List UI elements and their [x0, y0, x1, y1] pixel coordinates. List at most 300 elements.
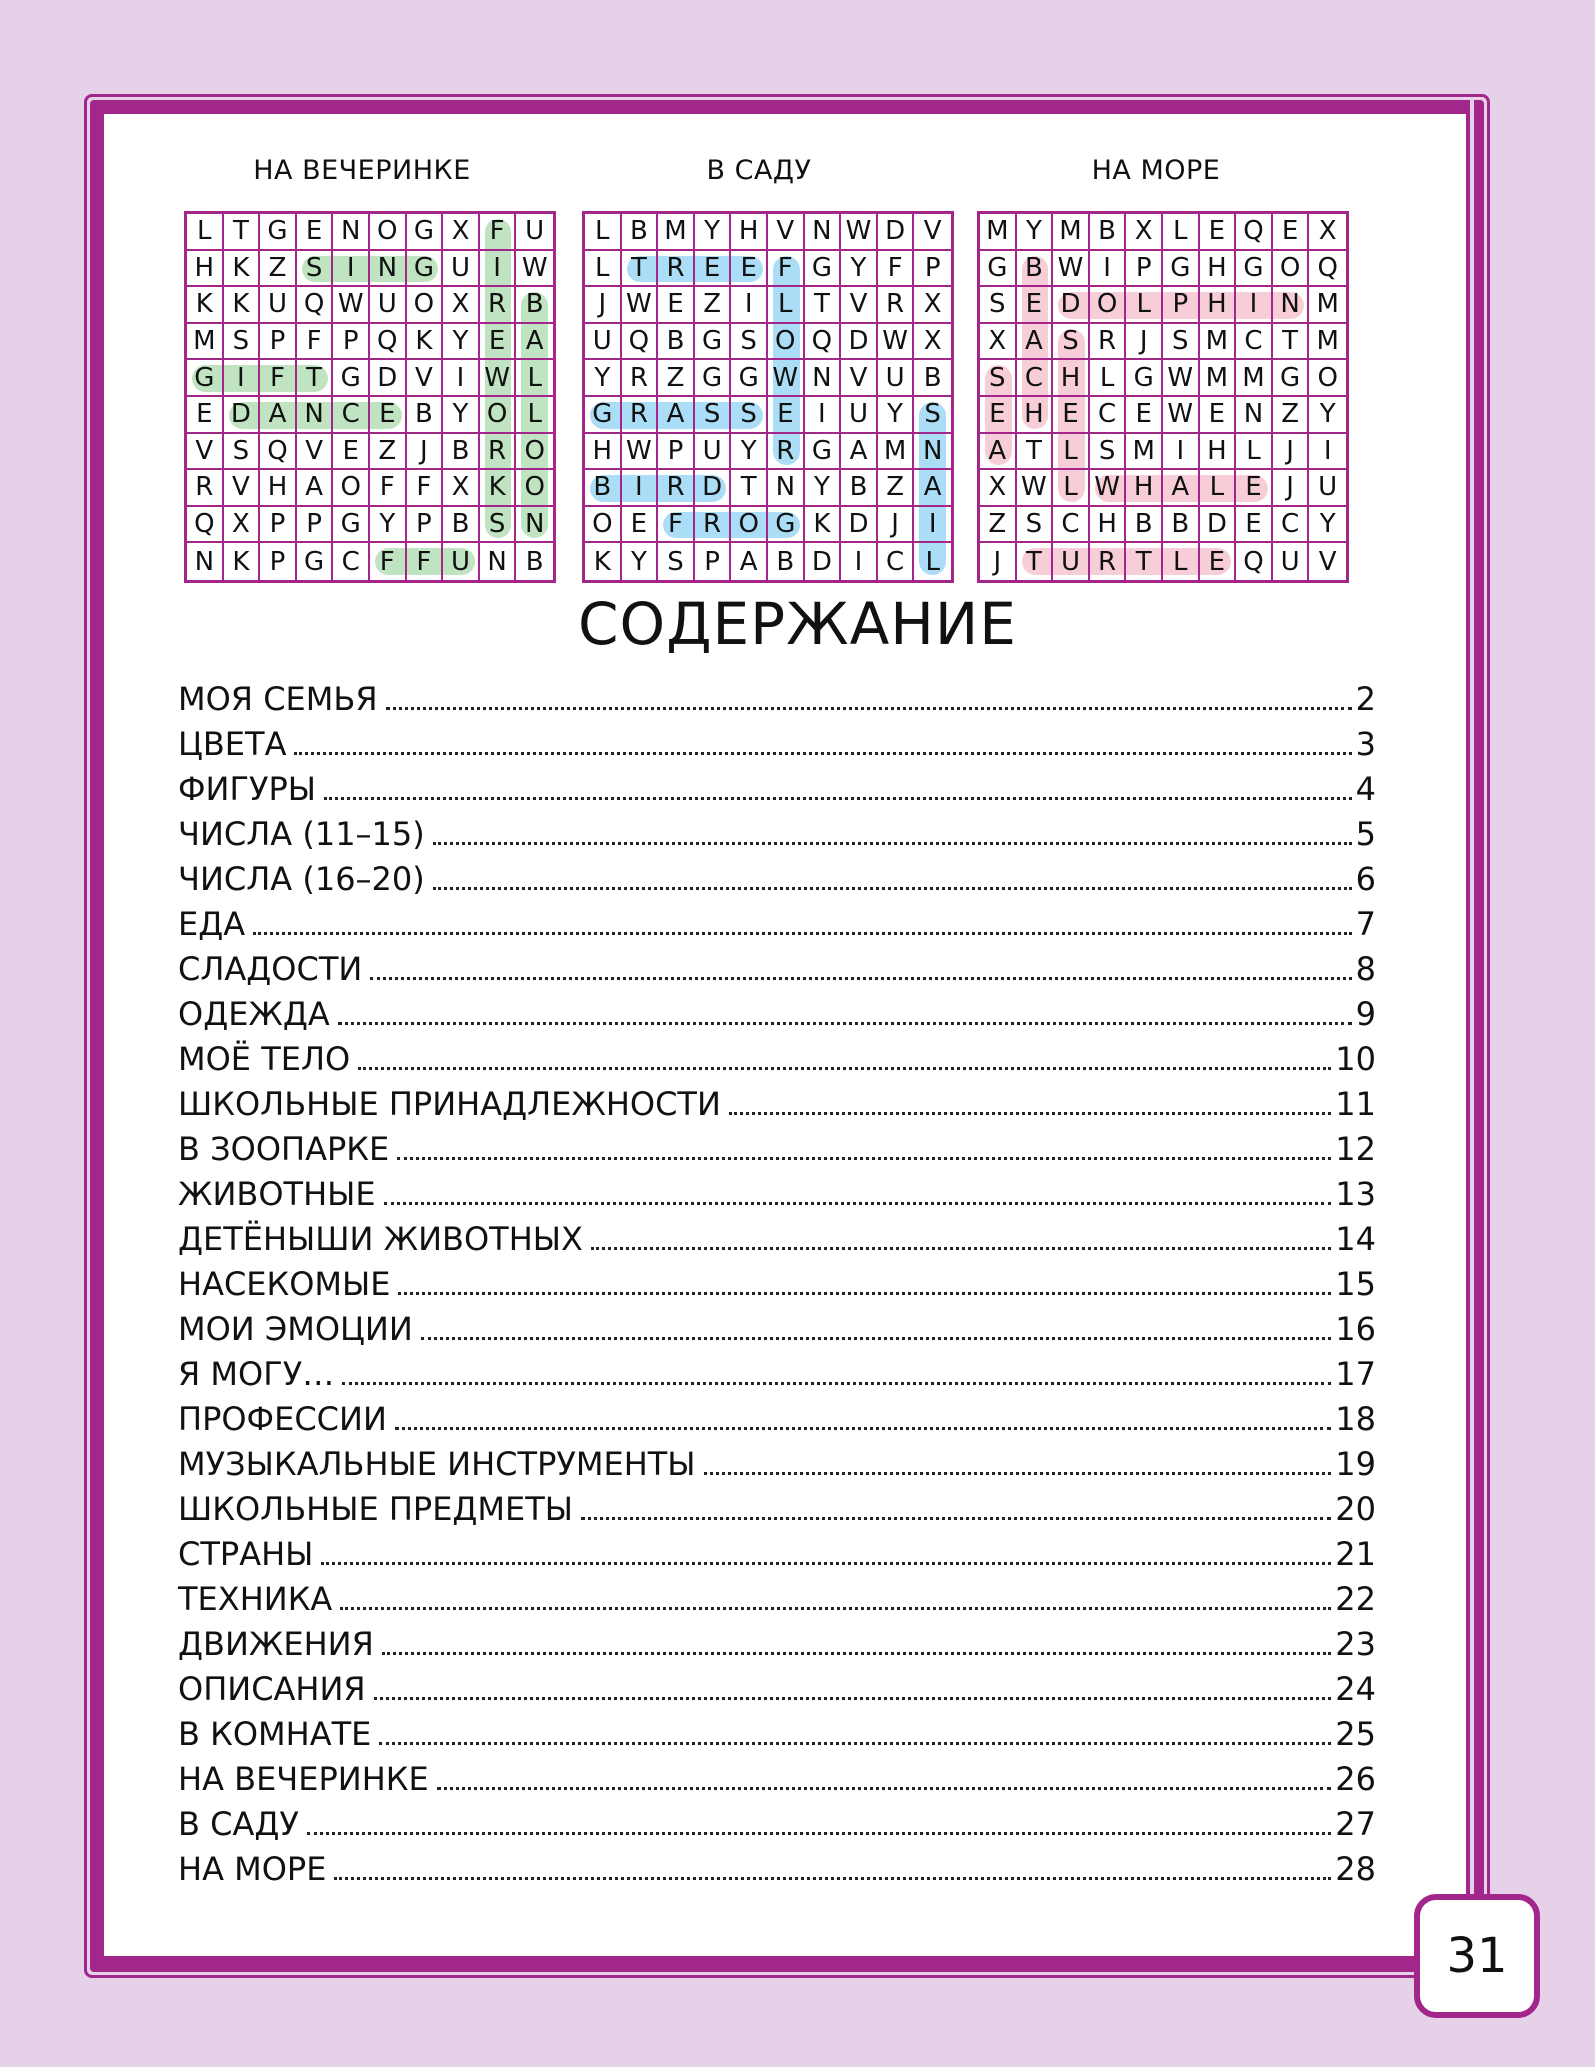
toc-entry — [178, 1085, 1376, 1130]
grid-cell: Q — [187, 507, 224, 544]
grid-cell: I — [622, 470, 659, 507]
grid-cell: F — [768, 251, 805, 288]
grid-cell: V — [407, 360, 444, 397]
grid-cell: P — [1163, 287, 1200, 324]
grid-cell: E — [297, 214, 334, 251]
toc-entry — [178, 1310, 1376, 1355]
grid-cell: D — [1200, 507, 1237, 544]
grid-cell: Q — [260, 434, 297, 471]
toc-entry-page: 12 — [1335, 1130, 1376, 1168]
grid-cell: Q — [805, 324, 842, 361]
grid-cell: I — [480, 251, 517, 288]
grid-cell: S — [1090, 434, 1127, 471]
grid-cell: B — [443, 434, 480, 471]
word-search-grid-garden — [582, 211, 954, 583]
toc-entry-page: 2 — [1355, 680, 1376, 718]
grid-cell: I — [731, 287, 768, 324]
grid-cell: K — [224, 287, 261, 324]
toc-entry-page: 17 — [1335, 1355, 1376, 1393]
grid-cell: H — [1200, 287, 1237, 324]
grid-cell: E — [731, 251, 768, 288]
grid-cell: L — [1126, 287, 1163, 324]
grid-cell: E — [1200, 214, 1237, 251]
grid-cell: B — [407, 397, 444, 434]
grid-cell: L — [925, 546, 940, 577]
grid-cell: O — [407, 287, 444, 324]
grid-cell: C — [878, 543, 915, 580]
grid-cell: X — [443, 287, 480, 324]
toc-entry-page: 23 — [1335, 1625, 1376, 1663]
puzzle-title-garden: В САДУ — [706, 155, 812, 186]
grid-cell: Y — [731, 434, 768, 471]
grid-cell: S — [1017, 507, 1054, 544]
grid-cell: T — [1017, 434, 1054, 471]
grid-cell: P — [695, 543, 732, 580]
grid-cell: D — [841, 507, 878, 544]
grid-cell: U — [585, 324, 622, 361]
grid-cell: R — [658, 251, 695, 288]
toc-entry — [178, 995, 1376, 1040]
page-number-badge — [1414, 1894, 1540, 2018]
grid-cell: Y — [443, 324, 480, 361]
grid-cell: A — [841, 434, 878, 471]
toc-entry — [178, 905, 1376, 950]
grid-cell: U — [841, 397, 878, 434]
toc-dot-leader — [294, 752, 1351, 755]
grid-cell: Q — [1236, 543, 1273, 580]
grid-cell: W — [878, 324, 915, 361]
grid-cell: X — [1126, 214, 1163, 251]
grid-cell: E — [695, 251, 732, 288]
toc-entry-page: 16 — [1335, 1310, 1376, 1348]
grid-cell: Y — [1309, 397, 1346, 434]
toc-entry-page: 28 — [1335, 1850, 1376, 1888]
grid-cell: N — [370, 251, 407, 288]
grid-cell: M — [980, 214, 1017, 251]
grid-cell: D — [841, 324, 878, 361]
toc-entry — [178, 1175, 1376, 1220]
toc-dot-leader — [433, 887, 1352, 890]
toc-dot-leader — [398, 1292, 1331, 1295]
grid-cell: O — [768, 324, 805, 361]
grid-cell: X — [914, 287, 951, 324]
grid-cell: E — [980, 397, 1017, 434]
toc-entry-title: НАСЕКОМЫЕ — [178, 1265, 391, 1303]
grid-cell: S — [224, 324, 261, 361]
toc-entry-page: 5 — [1355, 815, 1376, 853]
toc-dot-leader — [397, 1157, 1331, 1160]
toc-entry-page: 4 — [1355, 770, 1376, 808]
toc-entry-title: МОЁ ТЕЛО — [178, 1040, 351, 1078]
grid-cell: Z — [980, 507, 1017, 544]
grid-cell: E — [768, 397, 805, 434]
toc-entry-page: 15 — [1335, 1265, 1376, 1303]
grid-cell: X — [443, 470, 480, 507]
grid-cell: W — [768, 360, 805, 397]
grid-cell: G — [407, 214, 444, 251]
grid-cell: G — [980, 251, 1017, 288]
grid-cell: W — [1090, 470, 1127, 507]
grid-cell: F — [297, 324, 334, 361]
grid-cell: A — [516, 324, 553, 361]
grid-cell: J — [407, 434, 444, 471]
grid-cell: I — [805, 397, 842, 434]
toc-dot-leader — [433, 842, 1352, 845]
grid-cell: L — [516, 360, 553, 397]
grid-cell: R — [658, 470, 695, 507]
grid-cell: W — [1017, 470, 1054, 507]
grid-cell: E — [1200, 543, 1237, 580]
grid-cell: E — [480, 324, 517, 361]
grid-cell: N — [1273, 287, 1310, 324]
grid-cell: H — [1200, 434, 1237, 471]
grid-cell: N — [333, 214, 370, 251]
toc-entry — [178, 1670, 1376, 1715]
grid-cell: B — [1163, 507, 1200, 544]
grid-cell: G — [1273, 360, 1310, 397]
grid-cell: R — [622, 360, 659, 397]
grid-cell: Z — [658, 360, 695, 397]
grid-cell: Y — [878, 397, 915, 434]
grid-cell: T — [1017, 543, 1054, 580]
toc-entry-page: 27 — [1335, 1805, 1376, 1843]
toc-dot-leader — [324, 797, 1352, 800]
grid-cell: B — [443, 507, 480, 544]
grid-cell: O — [516, 434, 553, 471]
grid-cell: M — [1200, 360, 1237, 397]
toc-dot-leader — [384, 1202, 1332, 1205]
grid-cell: N — [805, 360, 842, 397]
toc-dot-leader — [704, 1472, 1332, 1475]
grid-cell: A — [658, 397, 695, 434]
grid-cell: N — [187, 543, 224, 580]
grid-cell: T — [224, 214, 261, 251]
grid-cell: R — [480, 287, 517, 324]
grid-cell: M — [1236, 360, 1273, 397]
toc-dot-leader — [386, 707, 1352, 710]
grid-cell: S — [980, 360, 1017, 397]
grid-cell: C — [1236, 324, 1273, 361]
grid-cell: S — [480, 507, 517, 544]
toc-entry — [178, 1580, 1376, 1625]
grid-cell: O — [480, 397, 517, 434]
grid-cell: H — [731, 214, 768, 251]
grid-cell: H — [1017, 397, 1054, 434]
grid-cell: Y — [1017, 214, 1054, 251]
grid-cell: A — [260, 397, 297, 434]
grid-cell: Q — [370, 324, 407, 361]
grid-cell: E — [1053, 397, 1090, 434]
grid-cell: S — [914, 397, 951, 434]
grid-cell: G — [731, 360, 768, 397]
grid-cell: Y — [585, 360, 622, 397]
grid-cell: M — [1309, 287, 1346, 324]
grid-cell: G — [1236, 251, 1273, 288]
grid-cell: Z — [260, 251, 297, 288]
toc-entry — [178, 1355, 1376, 1400]
grid-cell: C — [333, 543, 370, 580]
toc-entry — [178, 1850, 1376, 1895]
grid-cell: L — [768, 287, 805, 324]
grid-cell: E — [333, 434, 370, 471]
grid-cell: B — [622, 214, 659, 251]
grid-cell: E — [622, 507, 659, 544]
grid-cell: G — [407, 251, 444, 288]
toc-entry — [178, 1805, 1376, 1850]
grid-cell: V — [187, 434, 224, 471]
grid-cell: E — [370, 397, 407, 434]
toc-entry — [178, 950, 1376, 995]
grid-cell: X — [980, 324, 1017, 361]
toc-entry-title: ЧИСЛА (16–20) — [178, 860, 425, 898]
grid-cell: P — [260, 507, 297, 544]
grid-cell: Y — [370, 507, 407, 544]
grid-cell: G — [805, 434, 842, 471]
grid-cell: U — [1053, 543, 1090, 580]
toc-entry-title: НА МОРЕ — [178, 1850, 327, 1888]
toc-entry-page: 24 — [1335, 1670, 1376, 1708]
grid-cell: L — [1163, 214, 1200, 251]
grid-cell: O — [516, 470, 553, 507]
grid-cell: I — [1236, 287, 1273, 324]
toc-dot-leader — [334, 1877, 1331, 1880]
grid-cell: P — [297, 507, 334, 544]
grid-cell: I — [914, 507, 951, 544]
toc-dot-leader — [358, 1067, 1331, 1070]
grid-cell: U — [695, 434, 732, 471]
grid-cell: S — [1053, 324, 1090, 361]
toc-dot-leader — [729, 1112, 1331, 1115]
grid-cell: R — [622, 397, 659, 434]
toc-heading: СОДЕРЖАНИЕ — [578, 590, 1017, 658]
grid-cell: M — [1309, 324, 1346, 361]
grid-cell: R — [768, 434, 805, 471]
grid-cell: E — [1017, 287, 1054, 324]
toc-entry — [178, 1130, 1376, 1175]
grid-cell: X — [914, 324, 951, 361]
toc-dot-leader — [421, 1337, 1332, 1340]
grid-cell: J — [1273, 434, 1310, 471]
grid-cell: I — [443, 360, 480, 397]
toc-entry-page: 19 — [1335, 1445, 1376, 1483]
toc-entry-title: В КОМНАТЕ — [178, 1715, 372, 1753]
grid-cell: B — [1090, 214, 1127, 251]
toc-entry — [178, 1535, 1376, 1580]
toc-entry-title: ЧИСЛА (11–15) — [178, 815, 425, 853]
grid-cell: Z — [1273, 397, 1310, 434]
grid-cell: L — [187, 214, 224, 251]
toc-dot-leader — [395, 1427, 1331, 1430]
toc-entry — [178, 1400, 1376, 1445]
toc-entry-page: 7 — [1355, 905, 1376, 943]
toc-entry — [178, 1760, 1376, 1805]
grid-cell: I — [1309, 434, 1346, 471]
toc-entry-title: МУЗЫКАЛЬНЫЕ ИНСТРУМЕНТЫ — [178, 1445, 696, 1483]
grid-cell: T — [622, 251, 659, 288]
grid-cell: P — [1126, 251, 1163, 288]
grid-cell: U — [260, 287, 297, 324]
toc-entry-title: ТЕХНИКА — [178, 1580, 333, 1618]
grid-cell: Q — [1309, 251, 1346, 288]
grid-cell: P — [260, 543, 297, 580]
toc-entry-title: ПРОФЕССИИ — [178, 1400, 387, 1438]
grid-cell: E — [1236, 470, 1273, 507]
grid-cell: B — [1126, 507, 1163, 544]
grid-cell: B — [516, 287, 553, 324]
grid-cell: P — [260, 324, 297, 361]
table-of-contents — [178, 680, 1376, 1895]
grid-cell: Y — [443, 397, 480, 434]
grid-cell: D — [878, 214, 915, 251]
grid-cell: J — [1273, 470, 1310, 507]
toc-entry-title: В САДУ — [178, 1805, 299, 1843]
grid-cell: V — [1318, 546, 1337, 577]
grid-cell: L — [1053, 470, 1090, 507]
toc-entry — [178, 1445, 1376, 1490]
grid-cell: F — [878, 251, 915, 288]
grid-cell: F — [370, 543, 407, 580]
toc-dot-leader — [342, 1382, 1331, 1385]
grid-cell: M — [878, 434, 915, 471]
toc-entry-title: МОЯ СЕМЬЯ — [178, 680, 378, 718]
toc-entry-title: ШКОЛЬНЫЕ ПРИНАДЛЕЖНОСТИ — [178, 1085, 721, 1123]
grid-cell: U — [1309, 470, 1346, 507]
grid-cell: Q — [622, 324, 659, 361]
grid-cell: O — [1273, 251, 1310, 288]
grid-cell: M — [187, 324, 224, 361]
grid-cell: T — [1273, 324, 1310, 361]
grid-cell: J — [585, 287, 622, 324]
grid-cell: Y — [805, 470, 842, 507]
grid-cell: G — [768, 507, 805, 544]
grid-cell: Q — [297, 287, 334, 324]
grid-cell: J — [878, 507, 915, 544]
grid-cell: P — [658, 434, 695, 471]
grid-cell: S — [731, 397, 768, 434]
toc-entry-title: ЦВЕТА — [178, 725, 287, 763]
grid-cell: L — [1163, 543, 1200, 580]
grid-cell: V — [841, 360, 878, 397]
toc-entry-title: ШКОЛЬНЫЕ ПРЕДМЕТЫ — [178, 1490, 574, 1528]
toc-dot-leader — [379, 1742, 1331, 1745]
grid-cell: U — [1273, 543, 1310, 580]
toc-dot-leader — [382, 1652, 1331, 1655]
grid-cell: L — [1200, 470, 1237, 507]
grid-cell: A — [297, 470, 334, 507]
grid-cell: O — [370, 214, 407, 251]
grid-cell: T — [731, 470, 768, 507]
grid-cell: N — [914, 434, 951, 471]
grid-cell: R — [1090, 543, 1127, 580]
grid-cell: J — [1126, 324, 1163, 361]
grid-cell: P — [914, 251, 951, 288]
grid-cell: N — [480, 543, 517, 580]
toc-entry-page: 11 — [1335, 1085, 1376, 1123]
grid-cell: P — [407, 507, 444, 544]
toc-entry-page: 3 — [1355, 725, 1376, 763]
toc-entry-page: 18 — [1335, 1400, 1376, 1438]
grid-cell: A — [1017, 324, 1054, 361]
grid-cell: F — [370, 470, 407, 507]
toc-dot-leader — [591, 1247, 1331, 1250]
grid-cell: V — [768, 214, 805, 251]
grid-cell: A — [1163, 470, 1200, 507]
grid-cell: H — [1200, 251, 1237, 288]
grid-cell: B — [585, 470, 622, 507]
toc-entry — [178, 1265, 1376, 1310]
toc-entry-page: 26 — [1335, 1760, 1376, 1798]
grid-cell: O — [585, 507, 622, 544]
toc-entry-page: 14 — [1335, 1220, 1376, 1258]
grid-cell: W — [622, 287, 659, 324]
grid-cell: S — [980, 287, 1017, 324]
toc-entry-page: 21 — [1335, 1535, 1376, 1573]
grid-cell: H — [1053, 360, 1090, 397]
grid-cell: T — [1126, 543, 1163, 580]
grid-cell: J — [980, 543, 1017, 580]
grid-cell: B — [658, 324, 695, 361]
grid-cell: H — [1126, 470, 1163, 507]
grid-cell: U — [443, 543, 480, 580]
toc-dot-leader — [370, 977, 1351, 980]
page-frame-inner-line — [1470, 100, 1474, 1972]
grid-cell: B — [1017, 251, 1054, 288]
toc-entry — [178, 770, 1376, 815]
grid-cell: I — [1163, 434, 1200, 471]
grid-cell: I — [224, 360, 261, 397]
grid-cell: E — [1273, 214, 1310, 251]
grid-cell: L — [1053, 434, 1090, 471]
grid-cell: O — [731, 507, 768, 544]
toc-entry-title: СТРАНЫ — [178, 1535, 314, 1573]
grid-cell: K — [224, 543, 261, 580]
grid-cell: K — [187, 287, 224, 324]
grid-cell: N — [805, 214, 842, 251]
grid-cell: K — [407, 324, 444, 361]
toc-entry-title: В ЗООПАРКЕ — [178, 1130, 390, 1168]
toc-entry-title: ОДЕЖДА — [178, 995, 330, 1033]
grid-cell: G — [297, 543, 334, 580]
toc-entry-title: ОПИСАНИЯ — [178, 1670, 366, 1708]
grid-cell: O — [1309, 360, 1346, 397]
grid-cell: V — [224, 470, 261, 507]
toc-entry — [178, 1490, 1376, 1535]
grid-cell: M — [658, 214, 695, 251]
grid-cell: I — [1090, 251, 1127, 288]
toc-entry-title: ФИГУРЫ — [178, 770, 317, 808]
grid-cell: E — [187, 397, 224, 434]
grid-cell: B — [841, 470, 878, 507]
grid-cell: G — [333, 507, 370, 544]
toc-entry — [178, 860, 1376, 905]
toc-entry-title: ЖИВОТНЫЕ — [178, 1175, 376, 1213]
toc-dot-leader — [340, 1607, 1331, 1610]
grid-cell: G — [695, 324, 732, 361]
grid-cell: W — [1163, 360, 1200, 397]
grid-cell: W — [333, 287, 370, 324]
grid-cell: F — [407, 470, 444, 507]
grid-cell: S — [297, 251, 334, 288]
grid-cell: W — [1053, 251, 1090, 288]
toc-dot-leader — [321, 1562, 1331, 1565]
grid-cell: G — [1163, 251, 1200, 288]
grid-cell: N — [297, 397, 334, 434]
grid-cell: E — [1200, 397, 1237, 434]
toc-dot-leader — [307, 1832, 1331, 1835]
grid-cell: R — [480, 434, 517, 471]
toc-entry — [178, 1040, 1376, 1085]
toc-entry-page: 9 — [1355, 995, 1376, 1033]
